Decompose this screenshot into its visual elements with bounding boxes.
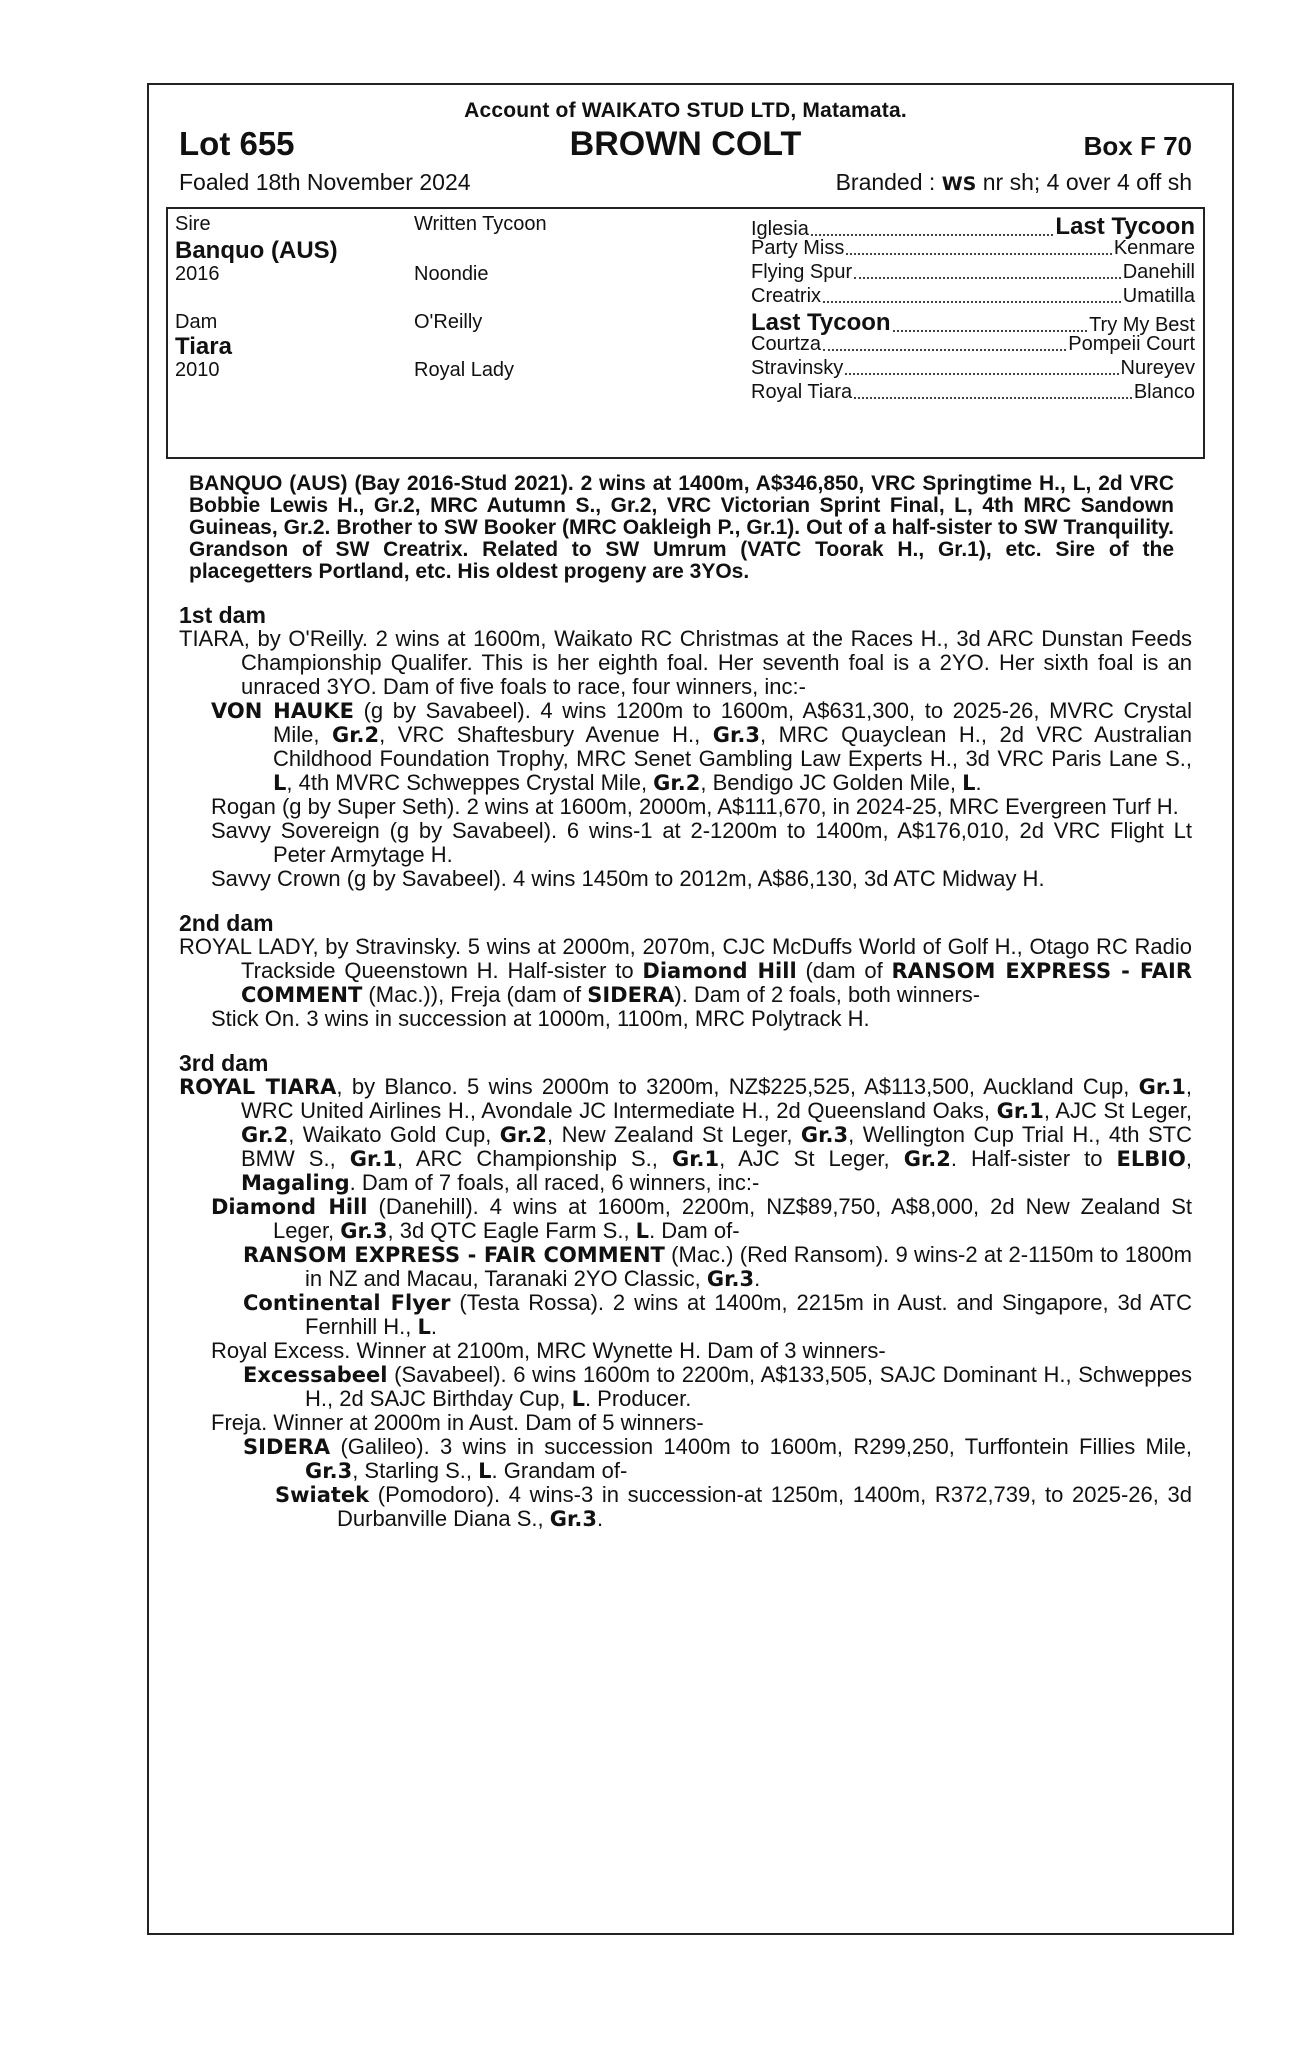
gen3-sire: Nureyev [1120,357,1195,379]
family-entry [179,1435,1192,1483]
third-dam-paragraphs [179,1075,1192,1531]
entry-text: ROYAL LADY, by Stravinsky. 5 wins at 2000m, 2070m, CJC McDuffs World of Golf H., Otago RC Radio Trackside Queenstown H. Half-sister to [179,934,1192,983]
family-entry [179,1243,1192,1291]
gen3-sire: Last Tycoon [1055,213,1195,240]
black-type-text: Continental Flyer [243,1291,451,1315]
gen3-sire: Danehill [1122,261,1195,283]
entry-text: (dam of [796,958,892,983]
gen3-ancestor: Royal Tiara [751,381,853,403]
entry-text: , VRC Shaftesbury Avenue H., [379,722,713,747]
black-type-text: Gr.2 [331,723,380,747]
entry-text: . [975,770,982,795]
black-type-text: SIDERA [243,1435,331,1459]
box-number: Box F 70 [1083,131,1192,161]
dam-year: 2010 [175,359,220,381]
family-entry [179,627,1192,699]
entry-text: , 3d QTC Eagle Farm S., [387,1218,636,1243]
family-entry [179,1411,1192,1435]
dot-leader [823,301,1121,303]
dams-sire: O'Reilly [414,311,483,333]
entry-text: Stick On. 3 wins in succession at 1000m, 1100m, MRC Polytrack H. [211,1006,870,1031]
dot-leader [893,330,1087,332]
black-type-text: Gr.1 [1138,1075,1186,1099]
lot-header [179,125,1192,167]
entry-text: , by Blanco. 5 wins 2000m to 3200m, NZ$225,525, A$113,500, Auckland Cup, [336,1074,1139,1099]
black-type-text: Diamond Hill [211,1195,368,1219]
family-entry [179,1483,1192,1531]
dot-leader [854,397,1132,399]
entry-text: , Wellington Cup Trial H., 4th STC BMW S., [241,1122,1192,1171]
black-type-text: RANSOM EXPRESS - FAIR COMMENT [243,1243,665,1267]
first-dam-paragraphs [179,627,1192,891]
pedigree-gen3-row [751,285,1195,308]
pedigree-gen3-row [751,333,1195,356]
entry-text: , [1185,1146,1193,1171]
lot-number: Lot 655 [179,125,295,162]
black-type-text: Gr.3 [712,723,760,747]
first-dam-heading: 1st dam [179,602,266,628]
entry-text: (g by Savabeel). 4 wins 1200m to 1600m, A$631,300, to 2025-26, MVRC Crystal Mile, [273,698,1192,747]
black-type-text: Gr.2 [903,1147,951,1171]
third-dam-section [179,1051,1192,1531]
pedigree-gen3-row [751,237,1195,260]
entry-text: . Half-sister to [950,1146,1117,1171]
black-type-text: ELBIO [1116,1147,1186,1171]
entry-text: Royal Excess. Winner at 2100m, MRC Wynette H. Dam of 3 winners- [211,1338,886,1363]
black-type-text: Gr.3 [340,1219,388,1243]
pedigree-table [166,207,1205,459]
pedigree-gen3-row [751,357,1195,380]
family-entry [179,819,1192,867]
entry-text: , Waikato Gold Cup, [288,1122,500,1147]
entry-text: (Galileo). 3 wins in succession 1400m to 1600m, R299,250, Turffontein Fillies Mile, [330,1434,1192,1459]
family-entry [179,867,1192,891]
entry-text: Freja. Winner at 2000m in Aust. Dam of 5 winners- [211,1410,704,1435]
branded-suffix: nr sh; 4 over 4 off sh [976,169,1192,195]
sires-dam: Noondie [414,263,489,285]
entry-text: . [596,1506,604,1531]
entry-text: . Grandam of- [491,1458,628,1483]
entry-text: , MRC Quayclean H., 2d VRC Australian Childhood Foundation Trophy, MRC Senet Gambling Law Experts H., 3d VRC Paris Lane S., [273,722,1193,771]
gen3-sire: Kenmare [1113,237,1195,259]
black-type-text: Gr.2 [499,1123,547,1147]
dams-dam: Royal Lady [414,359,515,381]
entry-text: . Producer. [584,1386,692,1411]
entry-text: . [754,1266,761,1291]
family-entry [179,1075,1192,1195]
entry-text: . Dam of- [649,1218,740,1243]
entry-text: , Bendigo JC Golden Mile, [700,770,963,795]
foaling-brand-line [179,167,1192,199]
black-type-text: SIDERA [587,983,675,1007]
third-dam-heading: 3rd dam [179,1050,269,1076]
entry-text: , WRC United Airlines H., Avondale JC Intermediate H., 2d Queensland Oaks, [241,1074,1192,1123]
entry-text: (Mac.) (Red Ransom). 9 wins-2 at 2-1150m to 1800m in NZ and Macau, Taranaki 2YO Classic, [305,1242,1192,1291]
family-entry [179,795,1192,819]
sire-label: Sire [175,213,211,235]
sire-name: Banquo (AUS) [175,237,338,264]
entry-text: TIARA, by O'Reilly. 2 wins at 1600m, Waikato RC Christmas at the Races H., 3d ARC Dunstan Feeds Championship Qualifer. This is her eighth foal. Her seventh foal is a 2YO. Her sixth foal is an unraced 3YO. Dam of five foals to race, four winners, inc:- [179,626,1192,699]
black-type-text: L [273,771,287,795]
family-entry [179,1195,1192,1243]
entry-text: (Savabeel). 6 wins 1600m to 2200m, A$133,505, SAJC Dominant H., Schweppes H., 2d SAJC Birthday Cup, [305,1362,1192,1411]
second-dam-section [179,911,1192,1031]
second-dam-heading: 2nd dam [179,910,274,936]
dot-leader [846,253,1112,255]
entry-text: (Testa Rossa). 2 wins at 1400m, 2215m in Aust. and Singapore, 3d ATC Fernhill H., [305,1290,1192,1339]
family-entry [179,1007,1192,1031]
entry-text: , AJC St Leger, [719,1146,904,1171]
gen3-ancestor: Last Tycoon [751,309,891,336]
entry-text: (Mac.)), Freja (dam of [362,982,588,1007]
foaled-date: Foaled 18th November 2024 [179,169,471,195]
entry-text: , Starling S., [352,1458,479,1483]
gen3-sire: Blanco [1133,381,1195,403]
entry-text: (Danehill). 4 wins at 1600m, 2200m, NZ$89,750, A$8,000, 2d New Zealand St Leger, [273,1194,1192,1243]
black-type-text: Gr.1 [349,1147,397,1171]
vendor-account: Account of WAIKATO STUD LTD, Matamata. [464,99,907,122]
gen3-ancestor: Flying Spur [751,261,853,283]
horse-description: BROWN COLT [569,125,802,163]
family-entry [179,699,1192,795]
dot-leader [823,349,1066,351]
black-type-text: L [962,771,976,795]
entry-text: Savvy Sovereign (g by Savabeel). 6 wins-1 at 2-1200m to 1400m, A$176,010, 2d VRC Flight Lt Peter Armytage H. [211,818,1192,867]
second-dam-paragraphs [179,935,1192,1031]
sires-sire: Written Tycoon [414,213,547,235]
first-dam-section [179,603,1192,891]
black-type-text: VON HAUKE [211,699,354,723]
family-entry [179,935,1192,1007]
black-type-text: Gr.3 [800,1123,849,1147]
black-type-text: ROYAL TIARA [179,1075,337,1099]
catalogue-page-frame [147,83,1234,1935]
entry-text: , ARC Championship S., [396,1146,672,1171]
gen3-ancestor: Courtza [751,333,822,355]
entry-text: . Dam of 7 foals, all raced, 6 winners, inc:- [349,1170,760,1195]
dot-leader [811,234,1054,236]
black-type-text: L [478,1459,492,1483]
entry-text: , AJC St Leger, [1043,1098,1193,1123]
family-entry [179,1363,1192,1411]
black-type-text: L [417,1315,431,1339]
pedigree-gen3-row [751,381,1195,404]
dot-leader [854,277,1121,279]
entry-text: (Pomodoro). 4 wins-3 in succession-at 1250m, 1400m, R372,739, to 2025-26, 3d Durbanville Diana S., [337,1482,1192,1531]
gen3-sire: Umatilla [1122,285,1195,307]
black-type-text: L [635,1219,650,1243]
black-type-text: Swiatek [275,1483,370,1507]
sire-year: 2016 [175,263,220,285]
gen3-ancestor: Stravinsky [751,357,844,379]
black-type-text: Gr.2 [241,1123,289,1147]
black-type-text: Gr.3 [706,1267,755,1291]
black-type-text: Diamond Hill [642,959,797,983]
entry-text: ). Dam of 2 foals, both winners- [674,982,981,1007]
entry-text: . [430,1314,437,1339]
pedigree-gen3-row [751,261,1195,284]
sire-summary: BANQUO (AUS) (Bay 2016-Stud 2021). 2 wins at 1400m, A$346,850, VRC Springtime H., L, 2d VRC Bobbie Lewis H., Gr.2, MRC Autumn S., Gr.2, VRC Victorian Sprint Final, L, 4th MRC Sandown Guineas, Gr.2. Brother to SW Booker (MRC Oakleigh P., Gr.1). Out of a half-sister to SW Tranquility. Grandson of SW Creatrix. Related to SW Umrum (VATC Toorak H., Gr.1), etc. Sire of the placegetters Portland, etc. His oldest progeny are 3YOs. [189,472,1174,583]
branded-prefix: Branded : [835,169,942,195]
catalogue-content [175,85,1195,1531]
gen3-sire: Try My Best [1089,314,1195,336]
black-type-text: Gr.1 [996,1099,1044,1123]
black-type-text: RANSOM EXPRESS - FAIR COMMENT [241,959,1192,1007]
black-type-text: Magaling [241,1171,350,1195]
black-type-text: Gr.3 [305,1459,353,1483]
family-entry [179,1339,1192,1363]
gen3-sire: Pompeii Court [1068,333,1195,355]
branded-info [836,169,1192,196]
black-type-text: Gr.1 [671,1147,720,1171]
dot-leader [845,373,1118,375]
entry-text: , New Zealand St Leger, [547,1122,801,1147]
dam-label: Dam [175,311,218,333]
black-type-text: Gr.3 [549,1507,597,1531]
entry-text: , 4th MVRC Schweppes Crystal Mile, [286,770,654,795]
gen3-ancestor: Party Miss [751,237,845,259]
gen3-ancestor: Iglesia [751,218,809,240]
entry-text: Rogan (g by Super Seth). 2 wins at 1600m, 2000m, A$111,670, in 2024-25, MRC Evergreen Turf H. [211,794,1179,819]
black-type-text: L [571,1387,585,1411]
black-type-text: Gr.2 [653,771,701,795]
entry-text: Savvy Crown (g by Savabeel). 4 wins 1450m to 2012m, A$86,130, 3d ATC Midway H. [211,866,1045,891]
gen3-ancestor: Creatrix [751,285,822,307]
dam-name: Tiara [175,333,232,360]
black-type-text: Excessabeel [243,1363,388,1387]
brand-mark: WS [941,173,977,195]
family-entry [179,1291,1192,1339]
